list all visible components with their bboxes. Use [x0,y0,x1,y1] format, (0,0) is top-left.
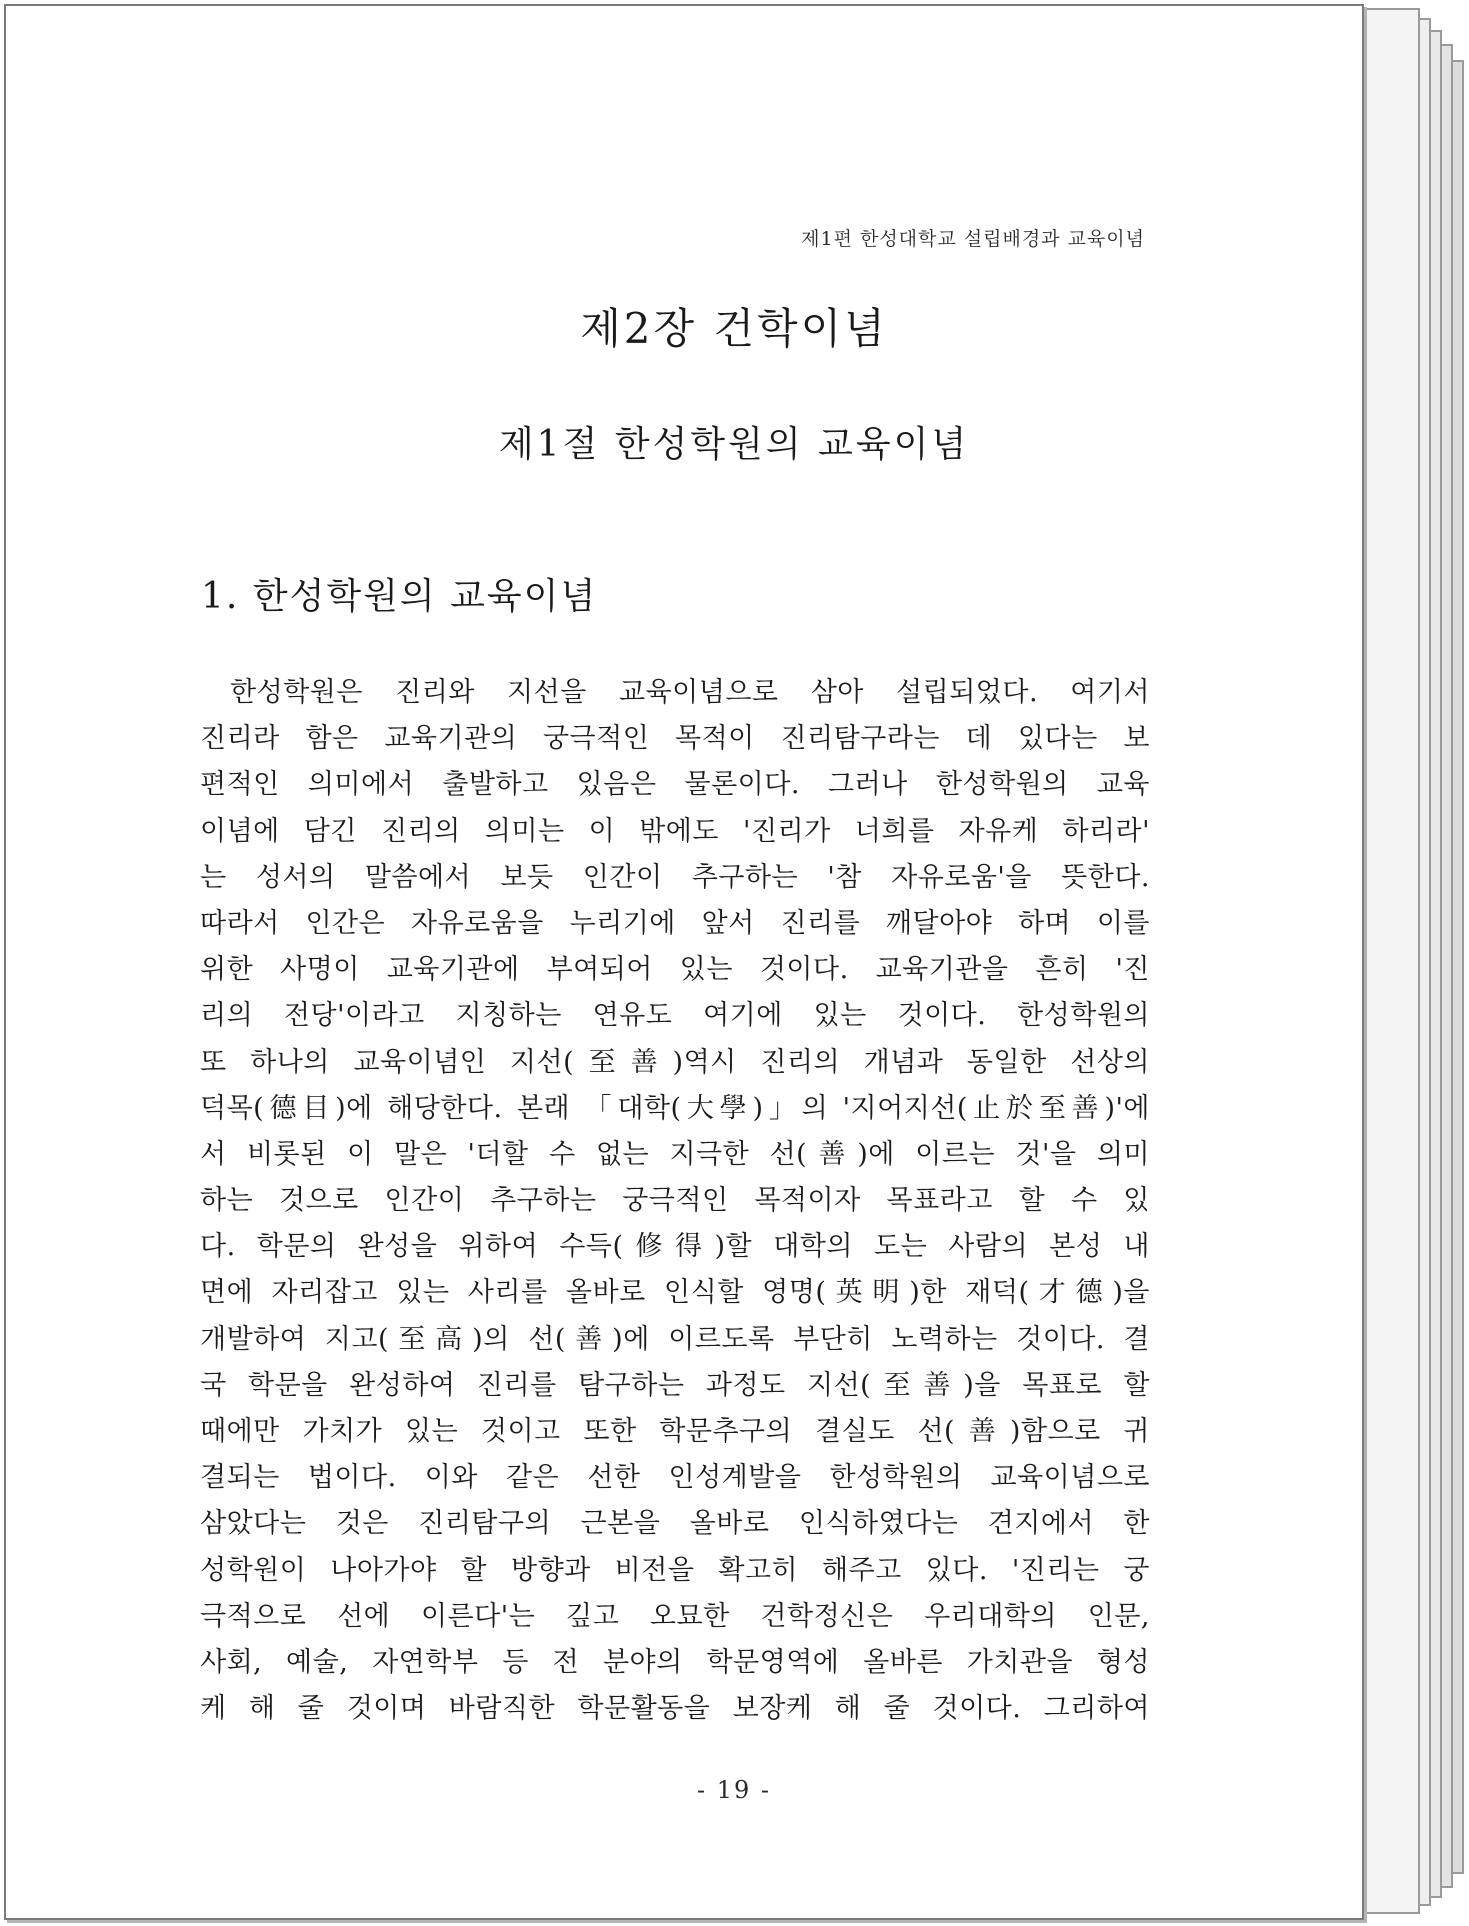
body-line: 하는 것으로 인간이 추구하는 궁극적인 목적이자 목표라고 할 수 있 [200,1185,1150,1217]
body-line: 면에 자리잡고 있는 사리를 올바로 인식할 영명(英明)한 재덕(才德)을 [200,1277,1150,1309]
body-line: 이념에 담긴 진리의 의미는 이 밖에도 '진리가 너희를 자유케 하리라' [200,815,1150,847]
body-line: 는 성서의 말씀에서 보듯 인간이 추구하는 '참 자유로움'을 뜻한다. [200,861,1150,893]
body-line: 때에만 가치가 있는 것이고 또한 학문추구의 결실도 선(善)함으로 귀 [200,1416,1150,1447]
chapter-title: 제2장 건학이념 [580,304,888,353]
body-line: 따라서 인간은 자유로움을 누리기에 앞서 진리를 깨달아야 하며 이를 [200,907,1150,939]
document-page [4,4,1364,1920]
section-title: 제1절 한성학원의 교육이념 [498,424,970,465]
body-text [200,670,1150,1732]
body-line: 리의 전당'이라고 지칭하는 연유도 여기에 있는 것이다. 한성학원의 [200,1000,1150,1032]
body-line: 개발하여 지고(至高)의 선(善)에 이르도록 부단히 노력하는 것이다. 결 [200,1323,1150,1355]
body-line: 삼았다는 것은 진리탐구의 근본을 올바로 인식하였다는 견지에서 한 [200,1508,1150,1540]
body-line: 또 하나의 교육이념인 지선(至善)역시 진리의 개념과 동일한 선상의 [200,1046,1150,1078]
body-line: 다. 학문의 완성을 위하여 수득(修得)할 대학의 도는 사람의 본성 내 [200,1231,1150,1263]
subsection-title: 1. 한성학원의 교육이념 [201,576,598,617]
body-line: 극적으로 선에 이른다'는 깊고 오묘한 건학정신은 우리대학의 인문, [200,1600,1150,1632]
body-line: 케 해 줄 것이며 바람직한 학문활동을 보장케 해 줄 것이다. 그리하여 [200,1693,1150,1725]
body-line: 한성학원은 진리와 지선을 교육이념으로 삼아 설립되었다. 여기서 [230,677,1150,708]
page-stack-edge [1360,8,1420,1914]
page-number: - 19 - [696,1776,771,1804]
body-line: 덕목(德目)에 해당한다. 본래 「대학(大學)」의 '지어지선(止於至善)'에 [200,1092,1150,1124]
body-line: 국 학문을 완성하여 진리를 탐구하는 과정도 지선(至善)을 목표로 할 [200,1369,1150,1401]
body-line: 편적인 의미에서 출발하고 있음은 물론이다. 그러나 한성학원의 교육 [200,769,1150,801]
body-line: 사회, 예술, 자연학부 등 전 분야의 학문영역에 올바른 가치관을 형성 [200,1646,1150,1678]
body-line: 위한 사명이 교육기관에 부여되어 있는 것이다. 교육기관을 흔히 '진 [200,954,1150,986]
body-line: 서 비롯된 이 말은 '더할 수 없는 지극한 선(善)에 이르는 것'을 의미 [200,1138,1150,1170]
body-line: 진리라 함은 교육기관의 궁극적인 목적이 진리탐구라는 데 있다는 보 [200,723,1150,755]
running-header: 제1편 한성대학교 설립배경과 교육이념 [801,228,1145,250]
body-line: 결되는 법이다. 이와 같은 선한 인성계발을 한성학원의 교육이념으로 [200,1462,1150,1494]
body-line: 성학원이 나아가야 할 방향과 비전을 확고히 해주고 있다. '진리는 궁 [200,1554,1150,1586]
